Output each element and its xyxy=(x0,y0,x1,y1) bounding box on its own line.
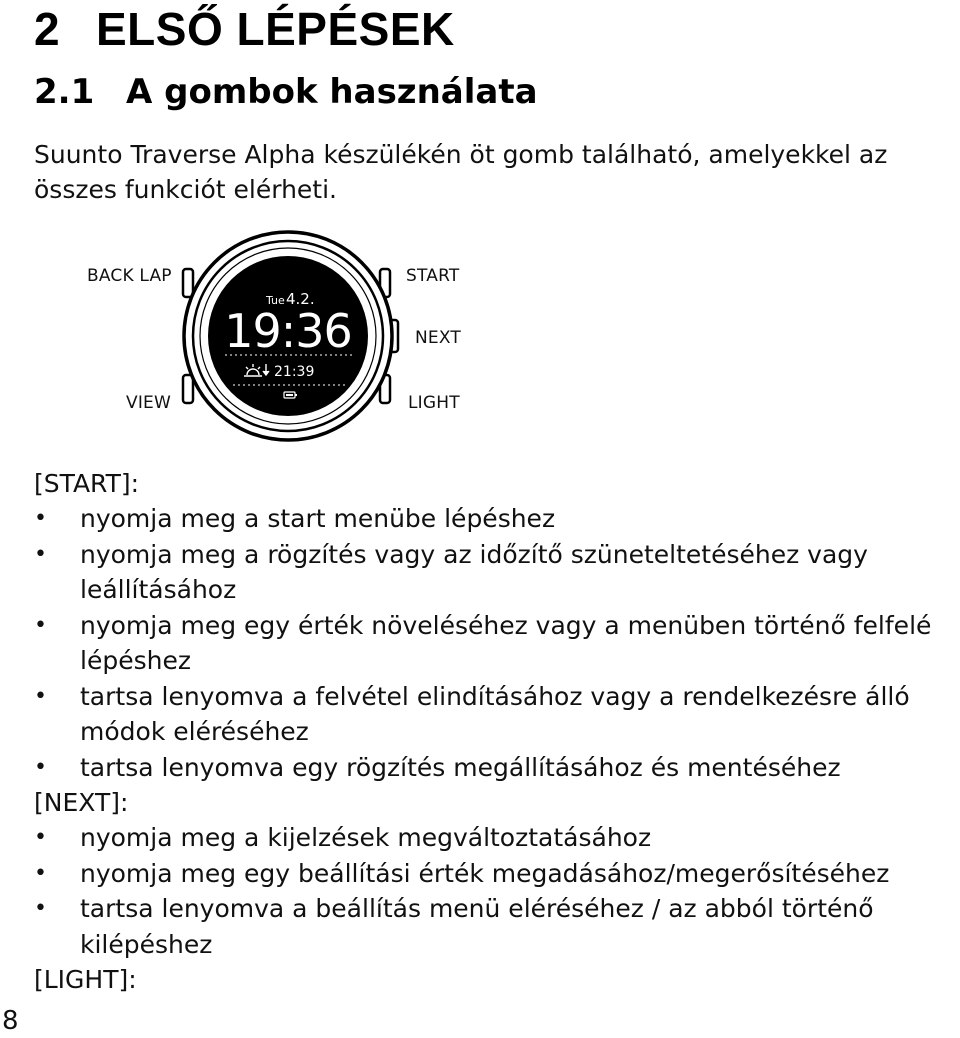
watch-diagram xyxy=(60,225,520,450)
chapter-title-text: ELSŐ LÉPÉSEK xyxy=(96,3,455,55)
section-number: 2.1 xyxy=(34,72,95,112)
back-lap-label: BACK LAP xyxy=(87,266,172,286)
list-item: • nyomja meg egy beállítási érték megadásához/megerősítéséhez xyxy=(34,856,954,892)
start-label: START xyxy=(406,266,460,286)
button-descriptions xyxy=(34,466,954,997)
light-label: LIGHT xyxy=(408,393,460,413)
start-heading: [START]: xyxy=(34,469,140,498)
light-heading: [LIGHT]: xyxy=(34,965,137,994)
section-title xyxy=(34,70,538,114)
section-title-text: A gombok használata xyxy=(126,72,538,112)
list-item: • nyomja meg a rögzítés vagy az időzítő szüneteltetéséhez vagy leállításához xyxy=(34,537,954,608)
list-item: • tartsa lenyomva a felvétel elindításához vagy a rendelkezésre álló módok eléréséhez xyxy=(34,679,954,750)
chapter-title xyxy=(34,2,455,56)
list-item: • tartsa lenyomva a beállítás menü eléréséhez / az abból történő kilépéshez xyxy=(34,891,954,962)
chapter-number: 2 xyxy=(34,3,61,55)
list-item: • nyomja meg egy érték növeléséhez vagy a menüben történő felfelé lépéshez xyxy=(34,608,954,679)
display-sunset-time: 21:39 xyxy=(274,364,315,380)
next-label: NEXT xyxy=(415,328,461,348)
start-list xyxy=(34,501,954,785)
view-label: VIEW xyxy=(126,393,171,413)
list-item: • tartsa lenyomva egy rögzítés megállításához és mentéséhez xyxy=(34,750,954,786)
display-date: 4.2. xyxy=(286,290,315,308)
display-day: Tue xyxy=(266,294,285,307)
list-item: • nyomja meg a kijelzések megváltoztatásához xyxy=(34,820,954,856)
next-list xyxy=(34,820,954,962)
next-heading: [NEXT]: xyxy=(34,788,129,817)
page-number: 8 xyxy=(2,1006,19,1036)
intro-paragraph: Suunto Traverse Alpha készülékén öt gomb található, amelyekkel az összes funkciót elérheti. xyxy=(34,140,888,204)
list-item: • nyomja meg a start menübe lépéshez xyxy=(34,501,954,537)
display-time: 19:36 xyxy=(224,304,352,358)
